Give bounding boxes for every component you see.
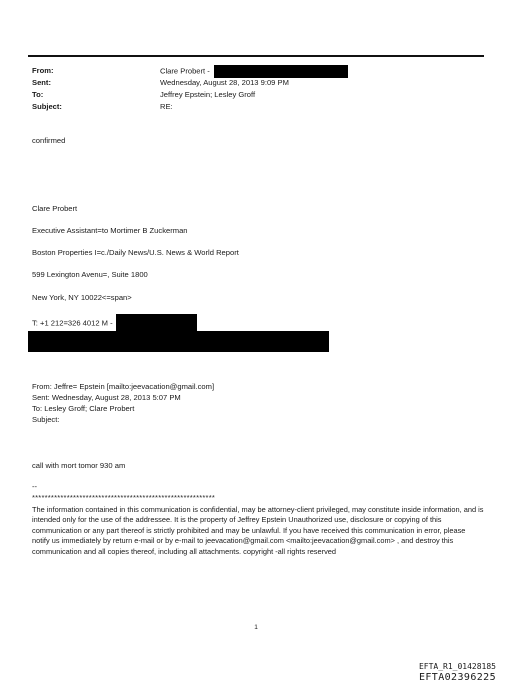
to-value: Jeffrey Epstein; Lesley Groff (160, 90, 256, 99)
page-number: 1 (254, 624, 258, 631)
document-id-secondary: EFTA02396225 (418, 672, 496, 683)
disclaimer-stars: ********************************************************** (32, 493, 216, 502)
quoted-subject-line: Subject: (32, 415, 60, 424)
disclaimer-text: The information contained in this communication is confidential, may be attorney-client privileged, may constitute inside information, and is intended only for the use of the addressee. It is the property of Jeffrey Epstein Unauthorized use, disclosure or copying of this communication or any part thereof is strictly prohibited and may be unlawful. If you have received this communication in error, please notify us immediately by return e-mail or by e-mail to jeevacation@gmail.com <mailto:jeevacation@gmail.com> , and destroy this communication and all copies thereof, including all attachments. copyright -all rights reserved (32, 505, 484, 556)
header-sent-row (32, 77, 472, 89)
signature-address-line-1: 599 Lexington Avenu=, Suite 1800 (32, 270, 148, 279)
redaction-block (28, 331, 329, 352)
signature-address-line-2: New York, NY 10022<=span> (32, 293, 132, 302)
to-label: To: (32, 90, 44, 99)
signature-phone-text: T: +1 212=326 4012 M - (32, 318, 113, 328)
sent-label: Sent: (32, 78, 51, 87)
signature-name: Clare Probert (32, 204, 78, 213)
reply-body-text: confirmed (32, 136, 66, 145)
subject-value: RE: (160, 102, 173, 111)
header-from-row (32, 65, 472, 77)
quoted-body-text: call with mort tomor 930 am (32, 461, 126, 470)
header-divider (28, 55, 484, 57)
signature-title: Executive Assistant=to Mortimer B Zuckerman (32, 226, 188, 235)
document-id-primary: EFTA_R1_01428185 (418, 662, 496, 671)
quoted-to-line: To: Lesley Groff; Clare Probert (32, 404, 135, 413)
header-to-row (32, 89, 472, 101)
subject-label: Subject: (32, 102, 62, 111)
quoted-from-line: From: Jeffre= Epstein [mailto:jeevacation@gmail.com] (32, 382, 215, 391)
quoted-sent-line: Sent: Wednesday, August 28, 2013 5:07 PM (32, 393, 181, 402)
signature-company: Boston Properties I=c./Daily News/U.S. News & World Report (32, 248, 239, 257)
from-sender-name: Clare Probert - (160, 66, 210, 76)
from-label: From: (32, 66, 54, 75)
disclaimer-dashes: -- (32, 482, 38, 491)
sent-value: Wednesday, August 28, 2013 9:09 PM (160, 78, 289, 87)
header-subject-row (32, 101, 472, 113)
